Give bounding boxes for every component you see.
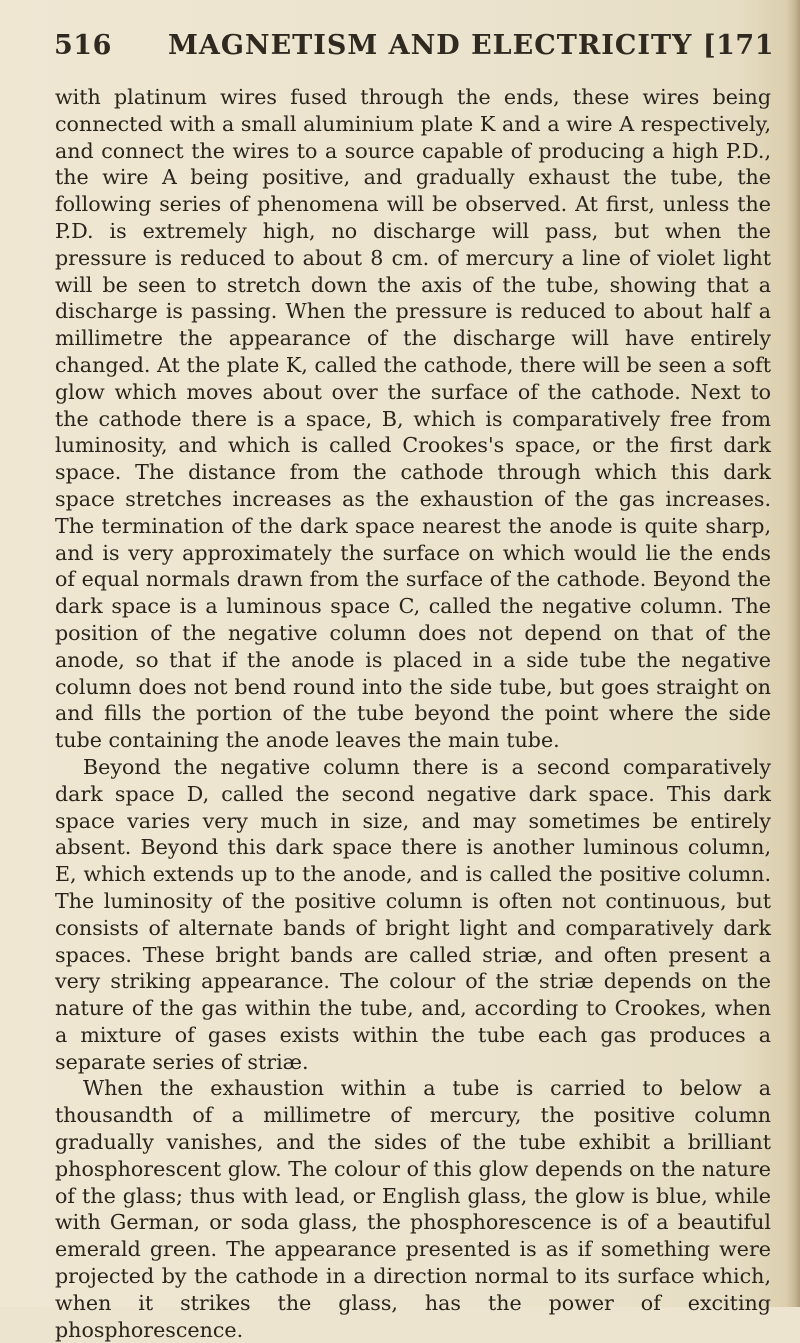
- body-text: [55, 84, 771, 1343]
- running-header: [54, 30, 774, 70]
- page-number: 516: [54, 30, 112, 61]
- running-title: MAGNETISM AND ELECTRICITY: [168, 30, 693, 61]
- paragraph: When the exhaustion within a tube is carried to below a thousandth of a millimetre of mercury, the positive column gradually vanishes, and the sides of the tube exhibit a brilliant phosphorescent glow. The colour of this glow depends on the nature of the glass; thus with lead, or English glass, the glow is blue, while with German, or soda glass, the phosphorescence is of a beautiful emerald green. The appearance presented is as if something were projected by the cathode in a direction normal to its surface which, when it strikes the glass, has the power of exciting phosphorescence.: [55, 1076, 771, 1342]
- page-edge-shadow: [786, 0, 800, 1307]
- paragraph: Beyond the negative column there is a second comparatively dark space D, called the second negative dark space. This dark space varies very much in size, and may sometimes be entirely absent. Beyond this dark space there is another luminous column, E, which extends up to the anode, and is called the positive column. The luminosity of the positive column is often not continuous, but consists of alternate bands of bright light and comparatively dark spaces. These bright bands are called striæ, and often present a very striking appearance. The colour of the striæ depends on the nature of the gas within the tube, and, according to Crookes, when a mixture of gases exists within the tube each gas produces a separate series of striæ.: [55, 754, 771, 1074]
- paragraph: with platinum wires fused through the ends, these wires being connected with a small aluminium plate K and a wire A respectively, and connect the wires to a source capable of producing a high P.D., the wire A being positive, and gradually exhaust the tube, the following series of phenomena will be observed. At first, unless the P.D. is extremely high, no discharge will pass, but when the pressure is reduced to about 8 cm. of mercury a line of violet light will be seen to stretch down the axis of the tube, showing that a discharge is passing. When the pressure is reduced to about half a millimetre the appearance of the discharge will have entirely changed. At the plate K, called the cathode, there will be seen a soft glow which moves about over the surface of the cathode. Next to the cathode there is a space, B, which is comparatively free from luminosity, and which is called Crookes's space, or the first dark space. The distance from the cathode through which this dark space stretches increases as the exhaustion of the gas increases. The termination of the dark space nearest the anode is quite sharp, and is very approximately the surface on which would lie the ends of equal normals drawn from the surface of the cathode. Beyond the dark space is a luminous space C, called the negative column. The position of the negative column does not depend on that of the anode, so that if the anode is placed in a side tube the negative column does not bend round into the side tube, but goes straight on and fills the portion of the tube beyond the point where the side tube containing the anode leaves the main tube.: [55, 85, 771, 753]
- section-reference: [171: [702, 30, 774, 61]
